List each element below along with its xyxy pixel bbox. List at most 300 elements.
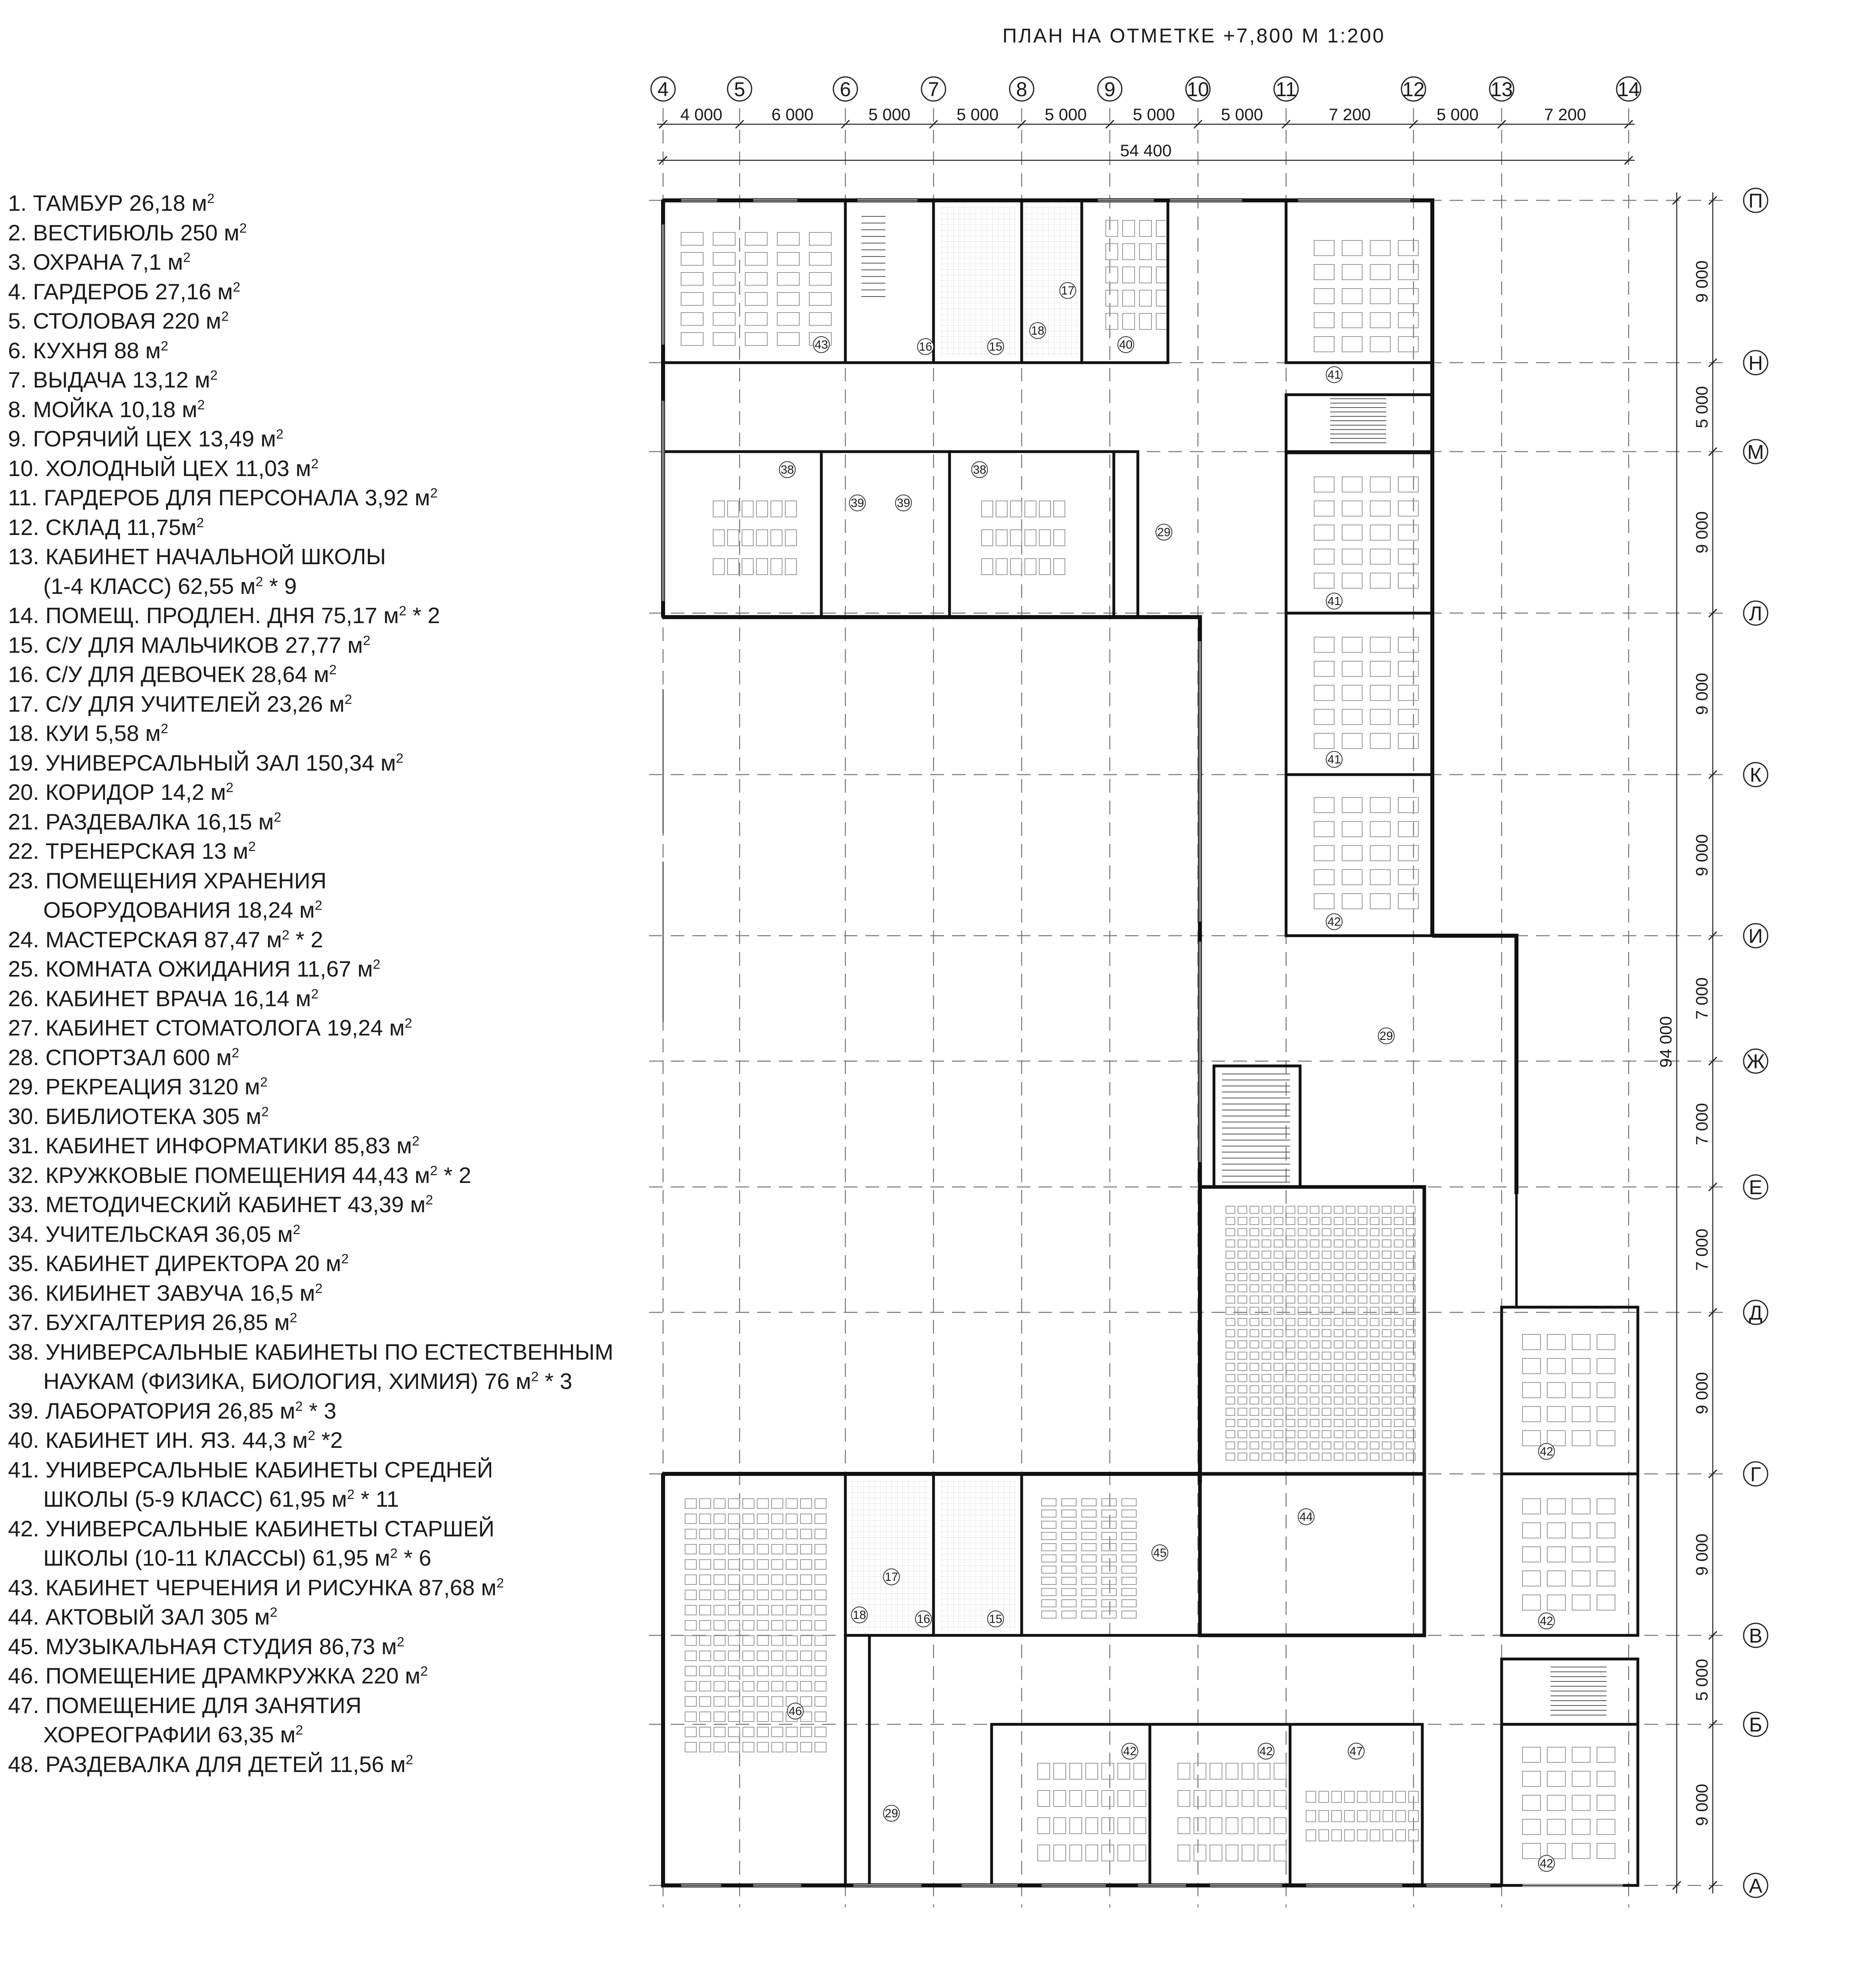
desk — [1123, 313, 1135, 329]
desk — [1370, 733, 1390, 749]
desk — [1062, 1521, 1076, 1528]
desk — [1358, 1386, 1367, 1393]
desk — [1346, 1442, 1355, 1449]
desk — [1346, 1296, 1355, 1303]
desk — [1226, 1318, 1235, 1326]
desk — [1134, 1763, 1146, 1779]
desk — [786, 1666, 797, 1676]
desk — [1226, 1386, 1235, 1393]
room-outline — [1200, 1474, 1424, 1635]
dimensions — [657, 105, 1717, 1893]
desk — [1370, 1419, 1379, 1427]
desk — [815, 1560, 826, 1569]
dim-column-span: 5 000 — [956, 105, 999, 124]
desk — [1306, 1830, 1316, 1841]
desk — [1346, 1318, 1355, 1326]
desk — [1522, 1523, 1540, 1538]
desk — [757, 1544, 768, 1554]
desk — [1178, 1763, 1190, 1779]
desk — [1396, 1830, 1405, 1841]
desk — [700, 1590, 711, 1600]
desk — [1382, 1363, 1391, 1370]
desk — [1334, 1408, 1343, 1415]
desk — [1314, 573, 1334, 588]
desk — [1394, 1397, 1403, 1404]
desk — [1370, 525, 1390, 540]
desk — [714, 1560, 725, 1569]
desk — [1250, 1419, 1259, 1427]
desk — [1298, 1262, 1307, 1269]
desk — [1370, 1386, 1379, 1393]
desk — [1102, 1566, 1116, 1573]
desk — [757, 1651, 768, 1661]
desk — [1139, 290, 1151, 306]
desk — [714, 1621, 725, 1630]
desk — [1572, 1334, 1590, 1350]
desk — [1310, 1251, 1319, 1258]
room-tag: 42 — [1540, 1615, 1553, 1628]
desk — [1322, 1341, 1331, 1348]
desk — [772, 1499, 783, 1508]
desk — [1122, 1577, 1136, 1584]
desk — [1039, 559, 1050, 575]
legend-item: 1. ТАМБУР 26,18 $м^2$ — [8, 190, 215, 216]
wall — [663, 617, 1200, 1483]
desk — [1398, 637, 1418, 652]
desk — [713, 559, 724, 575]
desk — [1250, 1217, 1259, 1225]
desk — [1396, 1791, 1405, 1802]
desk — [1070, 1763, 1082, 1779]
legend-item: 37. БУХГАЛТЕРИЯ 26,85 $м^2$ — [8, 1310, 297, 1335]
desk — [1226, 1262, 1235, 1269]
desk — [1314, 525, 1334, 540]
desk — [743, 1666, 754, 1676]
desk — [786, 1651, 797, 1661]
desk — [700, 1742, 711, 1752]
desk — [1286, 1442, 1295, 1449]
desk — [743, 1681, 754, 1691]
desk — [1370, 1330, 1379, 1337]
desk — [800, 1636, 812, 1645]
desk — [1346, 1206, 1355, 1213]
desk — [1258, 1790, 1270, 1806]
desk — [1314, 894, 1334, 909]
desk — [1322, 1408, 1331, 1415]
desk — [1310, 1453, 1319, 1460]
desk — [1238, 1408, 1247, 1415]
desk — [1342, 573, 1362, 588]
desk — [1238, 1285, 1247, 1292]
desk — [1522, 1547, 1540, 1562]
desk — [772, 1590, 783, 1600]
desk — [1370, 1318, 1379, 1326]
desk — [1334, 1330, 1343, 1337]
desk — [681, 252, 703, 265]
desk — [772, 1712, 783, 1722]
desk — [1226, 1251, 1235, 1258]
desk — [1370, 1341, 1379, 1348]
desk — [1262, 1307, 1271, 1314]
desk — [815, 1727, 826, 1737]
desk — [1298, 1397, 1307, 1404]
desk — [1547, 1771, 1565, 1786]
desk — [772, 1727, 783, 1737]
desk — [1314, 337, 1334, 352]
desk — [1314, 501, 1334, 516]
desk — [1310, 1363, 1319, 1370]
desk — [1070, 1818, 1082, 1834]
desk — [1210, 1845, 1222, 1861]
desk — [1250, 1330, 1259, 1337]
desk — [800, 1727, 812, 1737]
desk — [1370, 709, 1390, 725]
desk — [1042, 1588, 1056, 1596]
desk — [786, 1544, 797, 1554]
desk — [1310, 1330, 1319, 1337]
desk — [809, 252, 831, 265]
desk — [745, 252, 767, 265]
desk — [1025, 559, 1036, 575]
desk — [1572, 1795, 1590, 1810]
desk — [772, 1529, 783, 1539]
desk — [728, 1605, 740, 1615]
desk — [786, 1681, 797, 1691]
desk — [685, 1560, 696, 1569]
desk — [1394, 1285, 1403, 1292]
desk — [1062, 1577, 1076, 1584]
desk — [757, 1514, 768, 1524]
legend-item: 13. КАБИНЕТ НАЧАЛЬНОЙ ШКОЛЫ — [8, 544, 386, 569]
desk — [982, 530, 993, 546]
desk — [1298, 1442, 1307, 1449]
desk — [1547, 1383, 1565, 1398]
legend-item: 30. БИБЛИОТЕКА 305 $м^2$ — [8, 1103, 269, 1129]
desk — [1286, 1453, 1295, 1460]
desk — [757, 1499, 768, 1508]
desk — [1346, 1419, 1355, 1427]
dim-column-span: 5 000 — [868, 105, 911, 124]
desk — [1334, 1240, 1343, 1247]
desk — [1342, 637, 1362, 652]
desk — [1250, 1363, 1259, 1370]
desk — [1082, 1555, 1096, 1562]
desk — [1382, 1229, 1391, 1236]
desk — [685, 1499, 696, 1508]
room-tag: 29 — [1379, 1029, 1393, 1043]
desk — [1334, 1352, 1343, 1359]
desk — [756, 530, 768, 546]
desk — [1597, 1571, 1615, 1586]
desk — [1274, 1330, 1283, 1337]
axis-row-label: Н — [1748, 352, 1763, 374]
desk — [1370, 1240, 1379, 1247]
desk — [1342, 477, 1362, 492]
desk — [1370, 240, 1390, 256]
desk — [1054, 559, 1065, 575]
room-tag: 15 — [989, 1613, 1002, 1626]
desk — [1226, 1374, 1235, 1382]
desk — [728, 1590, 740, 1600]
desk — [1346, 1408, 1355, 1415]
desk — [1226, 1442, 1235, 1449]
desk — [1238, 1341, 1247, 1348]
desk — [1238, 1240, 1247, 1247]
desk — [1370, 1285, 1379, 1292]
desk — [1370, 1397, 1379, 1404]
desk — [1258, 1845, 1270, 1861]
desk — [815, 1666, 826, 1676]
desk — [1398, 337, 1418, 352]
desk — [745, 272, 767, 285]
desk — [1398, 477, 1418, 492]
desk — [1382, 1240, 1391, 1247]
desk — [1238, 1419, 1247, 1427]
desk — [1298, 1296, 1307, 1303]
desk — [1597, 1595, 1615, 1610]
desk — [1358, 1296, 1367, 1303]
desk — [685, 1605, 696, 1615]
room-tag: 41 — [1327, 753, 1341, 766]
desk — [700, 1727, 711, 1737]
desk — [1310, 1442, 1319, 1449]
desk — [771, 559, 782, 575]
desk — [815, 1499, 826, 1508]
desk — [1310, 1318, 1319, 1326]
desk — [1358, 1318, 1367, 1326]
desk — [1286, 1352, 1295, 1359]
desk — [1262, 1442, 1271, 1449]
desk — [1334, 1341, 1343, 1348]
dim-column-span: 5 000 — [1044, 105, 1087, 124]
desk — [1010, 559, 1022, 575]
desk — [1357, 1791, 1367, 1802]
dim-row-span: 9 000 — [1692, 1372, 1711, 1415]
desk — [1286, 1431, 1295, 1438]
desk — [1382, 1318, 1391, 1326]
desk — [714, 1636, 725, 1645]
axis-column-label: 7 — [928, 78, 939, 101]
desk — [1238, 1397, 1247, 1404]
desk — [1102, 1763, 1114, 1779]
desk — [772, 1742, 783, 1752]
desk — [1358, 1397, 1367, 1404]
desk — [1334, 1206, 1343, 1213]
desk — [1122, 1510, 1136, 1517]
room-tag: 39 — [897, 496, 910, 510]
desk — [772, 1636, 783, 1645]
legend-item: 42. УНИВЕРСАЛЬНЫЕ КАБИНЕТЫ СТАРШЕЙ — [8, 1516, 494, 1541]
desk — [1314, 549, 1334, 564]
desk — [685, 1544, 696, 1554]
desk — [1010, 501, 1022, 517]
desk — [1332, 1791, 1341, 1802]
desk — [800, 1529, 812, 1539]
desk — [1106, 244, 1118, 260]
desk — [1178, 1790, 1190, 1806]
desk — [1118, 1845, 1130, 1861]
desk — [1547, 1547, 1565, 1562]
legend-item: 40. КАБИНЕТ ИН. ЯЗ. 44,3 $м^2$ *2 — [8, 1427, 343, 1453]
desk — [1054, 1763, 1066, 1779]
desk — [1322, 1285, 1331, 1292]
desk — [1396, 1810, 1405, 1822]
desk — [1086, 1763, 1098, 1779]
desk — [1342, 821, 1362, 837]
desk — [685, 1712, 696, 1722]
legend-item: 12. СКЛАД $11,75м^2$ — [8, 514, 204, 540]
desk — [1082, 1577, 1096, 1584]
desk — [1370, 501, 1390, 516]
desk — [1250, 1341, 1259, 1348]
desk — [1226, 1296, 1235, 1303]
legend-item: 31. КАБИНЕТ ИНФОРМАТИКИ 85,83 $м^2$ — [8, 1133, 419, 1158]
desk — [756, 559, 768, 575]
desk — [1250, 1386, 1259, 1393]
desk — [809, 313, 831, 325]
desk — [1342, 289, 1362, 304]
desk — [1370, 1374, 1379, 1382]
desk — [1346, 1397, 1355, 1404]
desk — [1025, 530, 1036, 546]
desk — [1238, 1386, 1247, 1393]
desk — [815, 1621, 826, 1630]
desk — [809, 232, 831, 245]
desk — [1139, 267, 1151, 283]
desk — [777, 252, 799, 265]
desk — [1122, 1499, 1136, 1506]
desk — [1042, 1555, 1056, 1562]
legend-item: ОБОРУДОВАНИЯ 18,24 $м^2$ — [43, 897, 323, 922]
desk — [1310, 1374, 1319, 1382]
desk — [1370, 264, 1390, 280]
desk — [742, 559, 753, 575]
desk — [1572, 1571, 1590, 1586]
desk — [1345, 1830, 1354, 1841]
desk — [1382, 1285, 1391, 1292]
desk — [685, 1575, 696, 1584]
legend-item: 35. КАБИНЕТ ДИРЕКТОРА 20 $м^2$ — [8, 1251, 349, 1276]
desk — [1547, 1747, 1565, 1762]
axis-column-label: 9 — [1104, 78, 1115, 101]
legend-item: 14. ПОМЕЩ. ПРОДЛЕН. ДНЯ 75,17 $м^2 * 2$ — [8, 603, 440, 628]
desk — [1334, 1386, 1343, 1393]
desk — [800, 1666, 812, 1676]
desk — [1298, 1285, 1307, 1292]
desk — [777, 232, 799, 245]
desk — [1250, 1229, 1259, 1236]
desk — [1522, 1407, 1540, 1422]
desk — [1547, 1595, 1565, 1610]
desk — [1274, 1296, 1283, 1303]
desk — [1062, 1566, 1076, 1573]
desk — [743, 1651, 754, 1661]
desk — [772, 1621, 783, 1630]
desk — [1082, 1544, 1096, 1551]
desk — [1042, 1532, 1056, 1540]
desk — [1382, 1217, 1391, 1225]
desk — [1522, 1747, 1540, 1762]
desk — [1310, 1397, 1319, 1404]
desk — [1370, 313, 1390, 328]
desk — [800, 1514, 812, 1524]
desk — [1522, 1843, 1540, 1859]
desk — [1310, 1262, 1319, 1269]
desk — [1597, 1407, 1615, 1422]
desk — [815, 1590, 826, 1600]
desk — [1122, 1532, 1136, 1540]
desk — [1062, 1499, 1076, 1506]
desk — [700, 1529, 711, 1539]
desk — [1274, 1386, 1283, 1393]
axis-row-label: Д — [1749, 1302, 1762, 1324]
room-tag: 42 — [1123, 1745, 1137, 1758]
desk — [1572, 1407, 1590, 1422]
desk — [1102, 1521, 1116, 1528]
desk — [1226, 1240, 1235, 1247]
desk — [1274, 1431, 1283, 1438]
desk — [1319, 1830, 1329, 1841]
desk — [1238, 1363, 1247, 1370]
desk — [1522, 1499, 1540, 1514]
desk — [1262, 1330, 1271, 1337]
desk — [1262, 1374, 1271, 1382]
desk — [772, 1697, 783, 1706]
desk — [1322, 1352, 1331, 1359]
desk — [1547, 1358, 1565, 1374]
dim-row-span: 9 000 — [1692, 1784, 1711, 1826]
desk — [1342, 685, 1362, 700]
desk — [1134, 1818, 1146, 1834]
desk — [1286, 1285, 1295, 1292]
dim-column-span: 7 200 — [1329, 105, 1371, 124]
desk — [728, 1742, 740, 1752]
desk — [1370, 1431, 1379, 1438]
desk — [1010, 530, 1022, 546]
desk — [1334, 1307, 1343, 1314]
legend-item: 9. ГОРЯЧИЙ ЦЕХ 13,49 $м^2$ — [8, 426, 284, 451]
desk — [685, 1590, 696, 1600]
desk — [1345, 1810, 1354, 1822]
desk — [1370, 1810, 1380, 1822]
legend-item: 4. ГАРДЕРОБ 27,16 $м^2$ — [8, 279, 240, 304]
desk — [1334, 1285, 1343, 1292]
wall — [1432, 936, 1516, 1194]
axis-row-label: А — [1749, 1875, 1762, 1897]
legend-item: 6. КУХНЯ 88 $м^2$ — [8, 337, 168, 363]
desk — [1370, 637, 1390, 652]
legend-item: 48. РАЗДЕВАЛКА ДЛЯ ДЕТЕЙ 11,56 $м^2$ — [8, 1751, 413, 1777]
legend-item: 46. ПОМЕЩЕНИЕ ДРАМКРУЖКА 220 $м^2$ — [8, 1663, 428, 1688]
desk — [1334, 1296, 1343, 1303]
desk — [1238, 1296, 1247, 1303]
desk — [1274, 1206, 1283, 1213]
desk — [1394, 1274, 1403, 1281]
desk — [1042, 1600, 1056, 1607]
desk — [1370, 1296, 1379, 1303]
room-outline — [845, 1635, 869, 1885]
desk — [1102, 1611, 1116, 1618]
desk — [1358, 1341, 1367, 1348]
desk — [1334, 1318, 1343, 1326]
desk — [1250, 1296, 1259, 1303]
desk — [1398, 797, 1418, 813]
desk — [714, 1681, 725, 1691]
desk — [1226, 1408, 1235, 1415]
desk — [1597, 1334, 1615, 1350]
desk — [1370, 1352, 1379, 1359]
desk — [1522, 1771, 1540, 1786]
